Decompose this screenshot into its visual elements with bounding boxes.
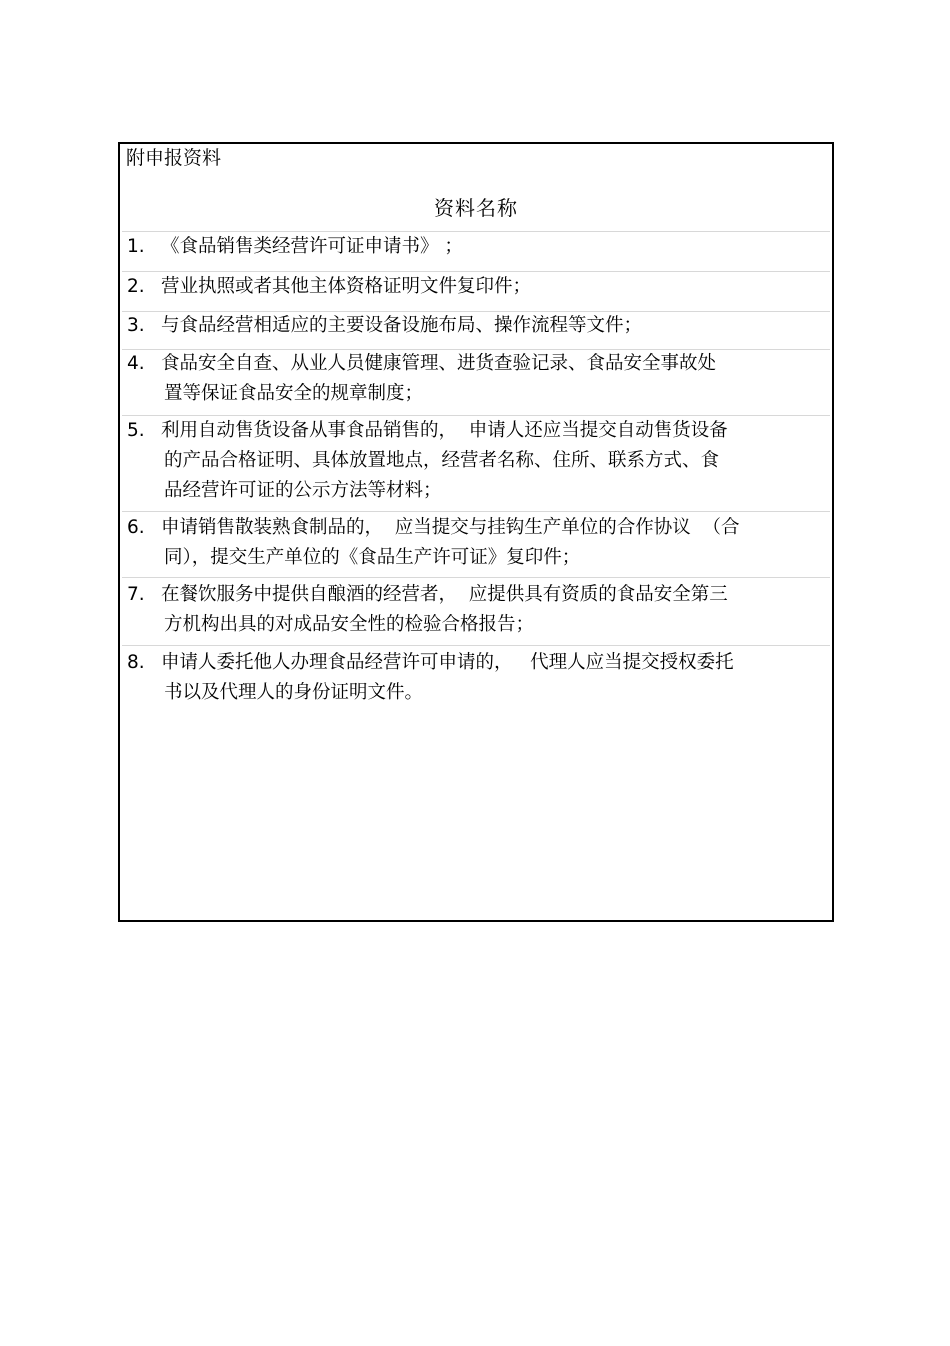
item-number: 5. (127, 420, 145, 441)
item-separator (122, 645, 830, 646)
item-text-line: 在餐饮服务中提供自酿酒的经营者， 应提供具有资质的食品安全第三 (161, 584, 728, 605)
item-number: 2. (127, 276, 145, 297)
item-text-line: 食品安全自查、从业人员健康管理、进货查验记录、食品安全事故处 (161, 353, 717, 374)
list-item-8 (127, 648, 823, 708)
item-number: 8. (127, 652, 145, 673)
item-number: 6. (127, 517, 145, 538)
item-text-line: 的产品合格证明、具体放置地点，经营者名称、住所、联系方式、食 (164, 450, 720, 471)
item-text-line: 与食品经营相适应的主要设备设施布局、操作流程等文件； (161, 315, 643, 336)
list-item-6 (127, 513, 823, 573)
list-item-3 (127, 311, 823, 341)
header-label: 附申报资料 (126, 147, 222, 169)
item-number: 7. (127, 584, 145, 605)
item-separator (122, 577, 830, 578)
list-item-2 (127, 272, 823, 302)
item-number: 4. (127, 353, 145, 374)
list-item-7 (127, 580, 823, 640)
item-text-line: 申请销售散装熟食制品的， 应当提交与挂钩生产单位的合作协议 （合 (161, 517, 740, 538)
item-text-line: 品经营许可证的公示方法等材料； (164, 480, 442, 501)
item-separator (122, 511, 830, 512)
list-item-1 (127, 232, 823, 262)
list-item-4 (127, 349, 823, 409)
item-number: 1. (127, 236, 145, 257)
item-text-line: 同），提交生产单位的《食品生产许可证》复印件； (164, 547, 581, 568)
item-text-line: 方机构出具的对成品安全性的检验合格报告； (164, 614, 535, 635)
item-text-line: 申请人委托他人办理食品经营许可申请的， 代理人应当提交授权委托 (161, 652, 734, 673)
item-text-line: 利用自动售货设备从事食品销售的， 申请人还应当提交自动售货设备 (161, 420, 728, 441)
item-text-line: 置等保证食品安全的规章制度； (164, 383, 424, 404)
section-title: 资料名称 (434, 196, 518, 220)
item-text-line: 《食品销售类经营许可证申请书》 ； (161, 236, 463, 257)
item-number: 3. (127, 315, 145, 336)
item-text-line: 营业执照或者其他主体资格证明文件复印件； (161, 276, 532, 297)
list-item-5 (127, 416, 823, 506)
item-text-line: 书以及代理人的身份证明文件。 (164, 682, 424, 703)
document-frame (118, 142, 834, 922)
